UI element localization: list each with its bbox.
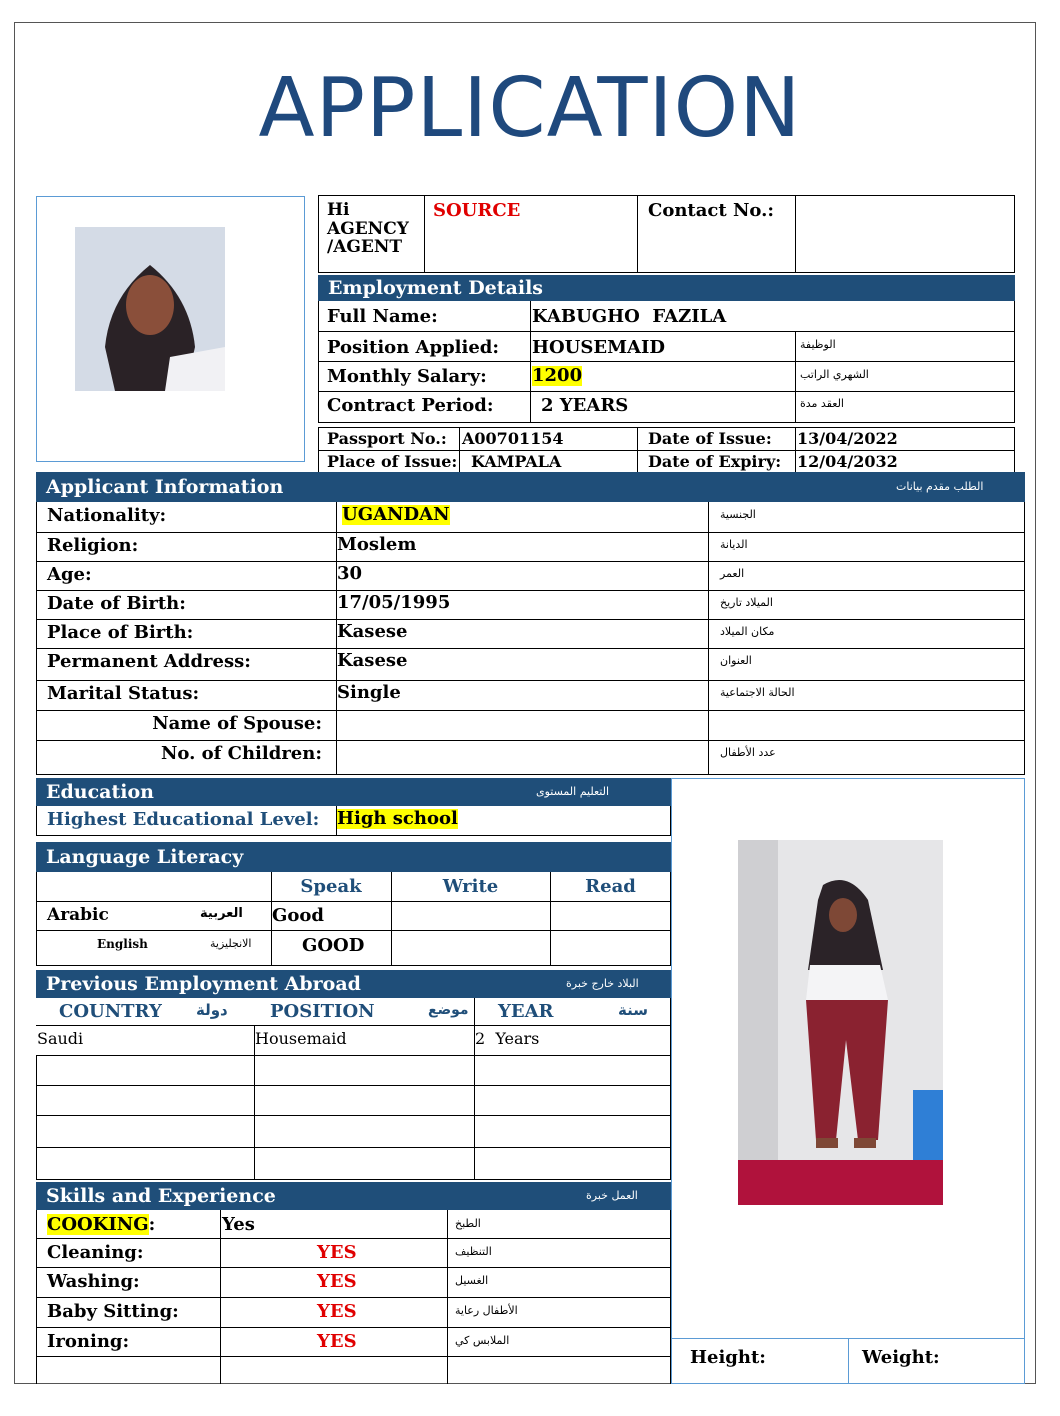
place-issue-value: KAMPALA [471, 452, 562, 471]
skill-value: YES [317, 1331, 357, 1352]
salary-ar: الشهري الراتب [800, 368, 869, 381]
col-speak: Speak [300, 876, 362, 897]
agency-label: Hi AGENCY /AGENT [327, 200, 409, 258]
lang-arabic-speak: Good [272, 905, 324, 926]
education-header-label: Education [46, 781, 154, 803]
contact-label: Contact No.: [648, 200, 774, 221]
language-header: Language Literacy [36, 842, 671, 872]
col-country-ar: دولة [196, 1001, 228, 1019]
applicant-header [36, 472, 1025, 502]
prev-country-0: Saudi [37, 1029, 84, 1048]
skill-label: Cleaning: [47, 1242, 144, 1263]
weight-label: Weight: [862, 1347, 940, 1368]
full-name-value: KABUGHO FAZILA [532, 306, 727, 327]
lang-arabic: Arabic [47, 905, 109, 925]
applicant-value: Kasese [337, 650, 408, 671]
employment-header: Employment Details [318, 275, 1015, 301]
applicant-label: No. of Children: [160, 743, 322, 764]
skill-label-ar: الغسيل [455, 1274, 489, 1287]
applicant-label: Name of Spouse: [152, 713, 322, 734]
height-label: Height: [690, 1347, 766, 1368]
salary-label: Monthly Salary: [327, 366, 487, 387]
skill-value: YES [317, 1301, 357, 1322]
previous-header [36, 970, 671, 998]
position-label: Position Applied: [327, 337, 500, 358]
passport-no-value: A00701154 [462, 429, 564, 448]
col-read: Read [585, 876, 636, 897]
prev-year-0: 2 Years [475, 1029, 540, 1048]
lang-english-speak: GOOD [302, 935, 365, 956]
applicant-label: Place of Birth: [47, 622, 194, 643]
col-position-ar: موضع [428, 1002, 469, 1018]
applicant-label: Date of Birth: [47, 593, 186, 614]
passport-no-label: Passport No.: [327, 429, 447, 448]
col-year-ar: سنة [618, 1001, 648, 1019]
skill-value: Yes [222, 1214, 255, 1235]
prev-position-0: Housemaid [255, 1029, 347, 1048]
applicant-value: 30 [337, 563, 363, 584]
applicant-label: Marital Status: [47, 683, 200, 704]
applicant-header-ar: الطلب مقدم بيانات [896, 480, 984, 493]
skill-label-ar: الطبخ [455, 1217, 481, 1230]
education-level-label: Highest Educational Level: [47, 809, 320, 830]
applicant-label-ar: مكان الميلاد [720, 625, 775, 638]
applicant-label-ar: الحالة الاجتماعية [720, 686, 795, 699]
full-name-label: Full Name: [327, 306, 438, 327]
applicant-header-label: Applicant Information [46, 476, 284, 498]
skills-header-label: Skills and Experience [46, 1185, 276, 1207]
education-header-ar: التعليم المستوى [536, 785, 610, 798]
skills-header-ar: العمل خبرة [586, 1189, 638, 1202]
skill-label-ar: الأطفال رعاية [455, 1304, 518, 1317]
applicant-value: Moslem [337, 534, 417, 555]
fullbody-photo [738, 840, 943, 1205]
applicant-label: Nationality: [47, 505, 167, 526]
education-header [36, 778, 671, 806]
expiry-label: Date of Expiry: [648, 452, 782, 471]
col-year: YEAR [498, 1001, 554, 1022]
lang-arabic-ar: العربية [200, 906, 243, 921]
issue-date-label: Date of Issue: [648, 429, 772, 448]
applicant-value: Kasese [337, 621, 408, 642]
applicant-value: 17/05/1995 [337, 592, 451, 613]
applicant-value: Single [337, 682, 401, 703]
expiry-value: 12/04/2032 [797, 452, 898, 471]
contract-label: Contract Period: [327, 395, 494, 416]
skill-value: YES [317, 1271, 357, 1292]
contract-ar: العقد مدة [800, 397, 844, 410]
lang-english: English [97, 937, 148, 951]
portrait-photo-frame [36, 196, 305, 462]
col-write: Write [442, 876, 499, 897]
applicant-label-ar: الديانة [720, 538, 748, 551]
portrait-photo [75, 227, 225, 391]
skill-label-ar: التنظيف [455, 1245, 492, 1258]
source-label: SOURCE [433, 200, 521, 221]
skill-label: Washing: [47, 1271, 140, 1292]
salary-value: 1200 [532, 365, 583, 386]
skill-label-ar: الملابس كي [455, 1334, 510, 1347]
applicant-label-ar: عدد الأطفال [720, 746, 776, 759]
skills-header [36, 1182, 671, 1210]
applicant-label: Permanent Address: [47, 651, 251, 672]
skill-value: YES [317, 1242, 357, 1263]
applicant-value: UGANDAN [342, 504, 450, 525]
skill-label: Baby Sitting: [47, 1301, 179, 1322]
education-level-value: High school [337, 808, 458, 829]
page-title: APPLICATION [258, 61, 802, 156]
position-ar: الوظيفة [800, 338, 836, 351]
applicant-label-ar: الجنسية [720, 508, 756, 521]
contract-value: 2 YEARS [541, 395, 629, 416]
applicant-label-ar: الميلاد تاريخ [720, 596, 773, 609]
skill-label: COOKING: [47, 1214, 156, 1235]
skill-label-highlight: COOKING [47, 1214, 149, 1235]
applicant-label-ar: العنوان [720, 654, 752, 667]
previous-header-ar: البلاد خارج خبرة [566, 977, 639, 990]
previous-header-label: Previous Employment Abroad [46, 973, 361, 995]
applicant-label: Religion: [47, 535, 139, 556]
col-country: COUNTRY [59, 1001, 162, 1022]
col-position: POSITION [270, 1001, 375, 1022]
applicant-label: Age: [47, 564, 92, 585]
applicant-label-ar: العمر [720, 567, 745, 580]
lang-english-ar: الانجليزية [210, 937, 252, 950]
skill-label: Ironing: [47, 1331, 130, 1352]
position-value: HOUSEMAID [532, 337, 666, 358]
issue-date-value: 13/04/2022 [797, 429, 898, 448]
place-issue-label: Place of Issue: [327, 452, 458, 471]
